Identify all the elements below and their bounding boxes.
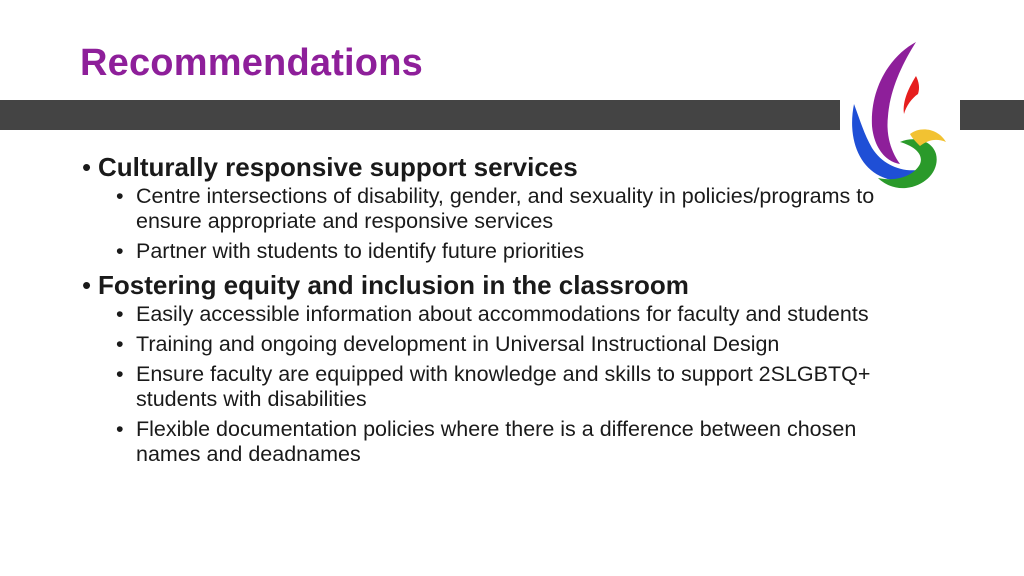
bullet-icon: •	[82, 152, 92, 182]
section-heading-text: Culturally responsive support services	[98, 152, 578, 182]
bullet-icon: •	[116, 362, 124, 386]
section-items	[116, 302, 922, 467]
section-heading	[82, 152, 922, 183]
bullet-icon: •	[116, 302, 124, 326]
list-item	[116, 239, 922, 264]
bullet-icon: •	[82, 270, 92, 300]
list-item	[116, 184, 922, 234]
bullet-icon: •	[116, 332, 124, 356]
list-item	[116, 332, 922, 357]
list-item-text: Easily accessible information about accommodations for faculty and students	[136, 302, 869, 326]
list-item-text: Ensure faculty are equipped with knowledge and skills to support 2SLGBTQ+ students with disabilities	[136, 362, 871, 411]
list-item-text: Flexible documentation policies where there is a difference between chosen names and deadnames	[136, 417, 857, 466]
list-item	[116, 362, 922, 412]
list-item-text: Training and ongoing development in Universal Instructional Design	[136, 332, 780, 356]
list-item	[116, 417, 922, 467]
slide-body	[82, 152, 922, 467]
bullet-icon: •	[116, 417, 124, 441]
section-heading	[82, 270, 922, 301]
list-item-text: Partner with students to identify future priorities	[136, 239, 585, 263]
section-items	[116, 184, 922, 264]
section-heading-text: Fostering equity and inclusion in the classroom	[98, 270, 689, 300]
bullet-icon: •	[116, 184, 124, 208]
list-item-text: Centre intersections of disability, gender, and sexuality in policies/programs to ensure appropriate and responsive services	[136, 184, 875, 233]
list-item	[116, 302, 922, 327]
bullet-icon: •	[116, 239, 124, 263]
slide-title: Recommendations	[80, 42, 423, 84]
